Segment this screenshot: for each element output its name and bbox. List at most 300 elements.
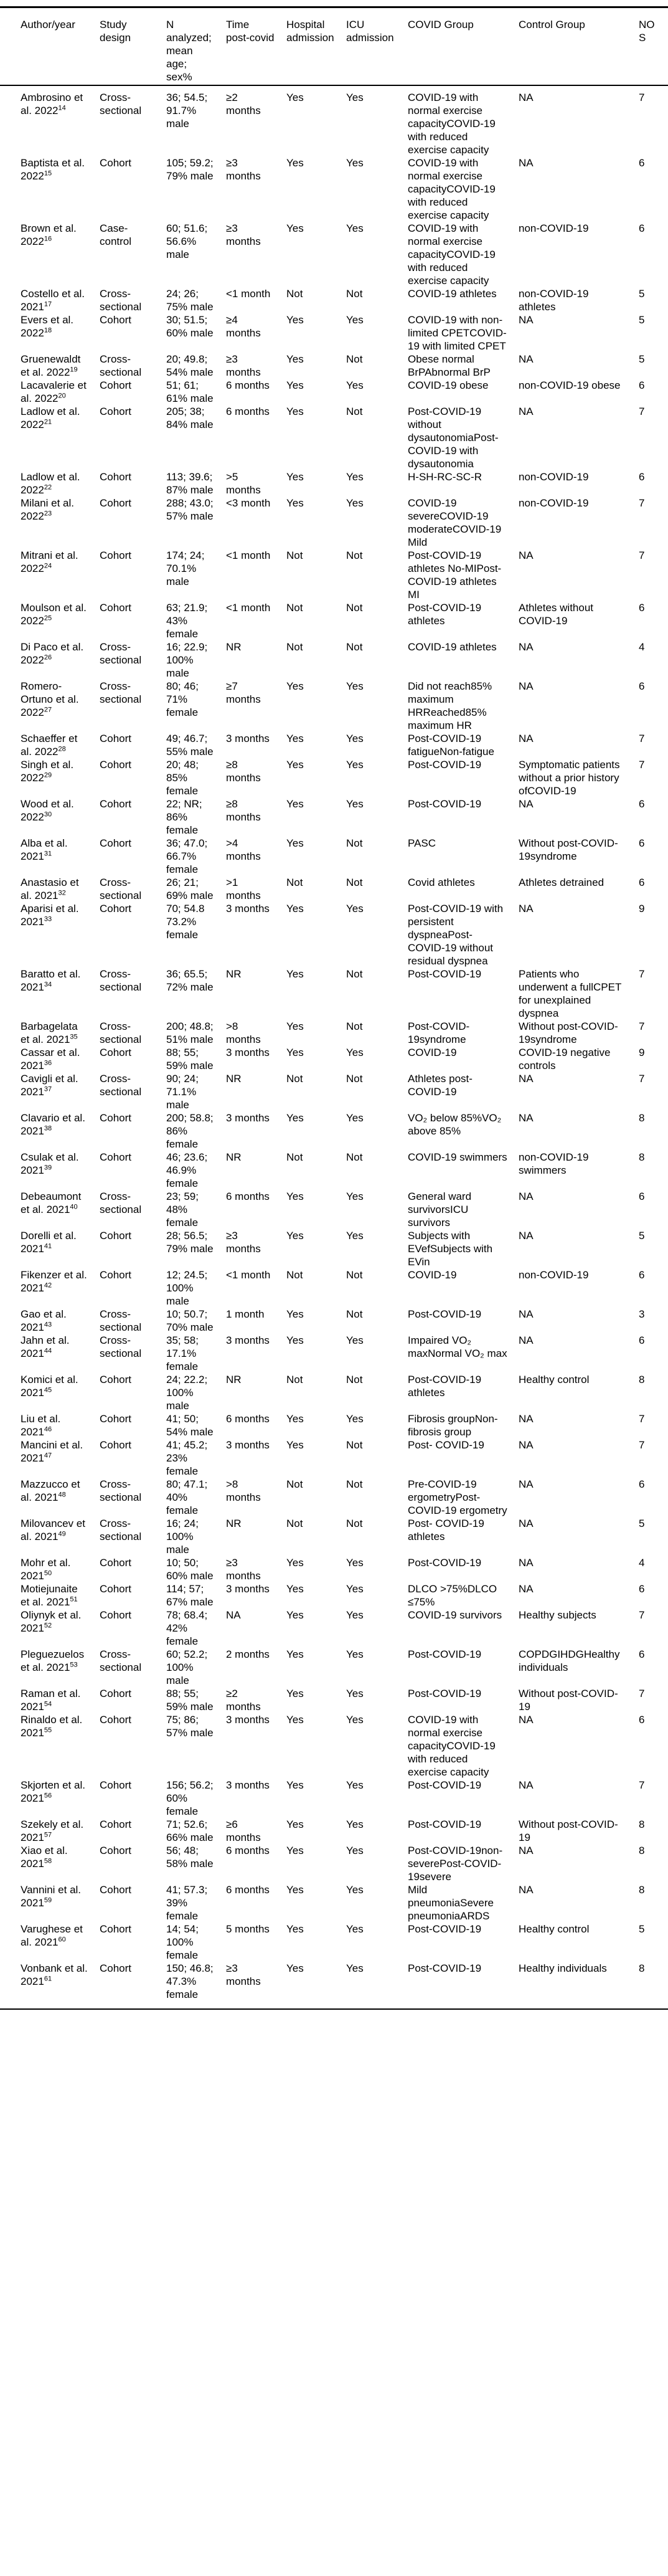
reference-superscript: 56 — [44, 1792, 52, 1800]
icu-admission-cell: Yes — [346, 680, 364, 692]
author-cell — [0, 1922, 100, 1962]
icu-admission-cell: Yes — [346, 1962, 364, 1974]
control-group-cell: NA — [519, 1230, 534, 1242]
table-row — [0, 156, 668, 222]
hospital-admission-cell: Yes — [286, 353, 304, 365]
n-age-sex-cell: 200; 58.8; 86% female — [166, 1112, 214, 1150]
time-post-covid-cell: 6 months — [226, 1191, 270, 1202]
hospital-admission-cell: Yes — [286, 1609, 304, 1621]
hospital-admission-cell: Yes — [286, 1047, 304, 1058]
study-design-cell: Cross-sectional — [100, 1073, 142, 1098]
time-post-covid-cell: 3 months — [226, 1714, 270, 1726]
icu-admission-cell: Yes — [346, 1230, 364, 1242]
table-row — [0, 732, 668, 758]
icu-admission-cell: Not — [346, 1073, 363, 1085]
time-post-covid-cell: ≥6 months — [226, 1818, 261, 1843]
reference-superscript: 59 — [44, 1896, 52, 1904]
time-post-covid-cell: 3 months — [226, 1439, 270, 1451]
reference-superscript: 46 — [44, 1425, 52, 1433]
nos-cell: 7 — [639, 733, 645, 744]
n-age-sex-cell: 23; 59; 48% female — [166, 1191, 199, 1229]
study-design-cell: Cross-sectional — [100, 1020, 142, 1045]
icu-admission-cell: Not — [346, 1020, 363, 1032]
hospital-admission-cell: Yes — [286, 1583, 304, 1595]
author-cell — [0, 1713, 100, 1779]
n-age-sex-cell: 46; 23.6; 46.9% female — [166, 1151, 208, 1189]
column-header-nos: NOS — [639, 7, 668, 86]
author-text: Vonbank et al. 2021 — [21, 1962, 88, 1987]
nos-cell: 6 — [639, 1714, 645, 1726]
covid-group-cell: H-SH-RC-SC-R — [408, 471, 482, 483]
study-design-cell: Cohort — [100, 903, 132, 915]
reference-superscript: 15 — [44, 169, 52, 178]
icu-admission-cell: Not — [346, 1518, 363, 1529]
time-post-covid-cell: <1 month — [226, 549, 271, 561]
control-group-cell: Without post-COVID-19 — [519, 1688, 618, 1713]
reference-superscript: 19 — [70, 366, 78, 374]
hospital-admission-cell: Yes — [286, 968, 304, 980]
author-cell — [0, 1648, 100, 1687]
control-group-cell: non-COVID-19 — [519, 1269, 589, 1281]
icu-admission-cell: Yes — [346, 157, 364, 169]
study-design-cell: Cross-sectional — [100, 1648, 142, 1673]
icu-admission-cell: Yes — [346, 1334, 364, 1346]
table-row — [0, 1373, 668, 1412]
reference-superscript: 21 — [44, 418, 52, 426]
control-group-cell: non-COVID-19 — [519, 471, 589, 483]
icu-admission-cell: Yes — [346, 1583, 364, 1595]
n-age-sex-cell: 63; 21.9; 43% female — [166, 602, 208, 640]
icu-admission-cell: Yes — [346, 903, 364, 915]
control-group-cell: NA — [519, 549, 534, 561]
n-age-sex-cell: 24; 22.2; 100% male — [166, 1374, 208, 1412]
hospital-admission-cell: Yes — [286, 314, 304, 326]
table-row — [0, 1687, 668, 1713]
study-design-cell: Cohort — [100, 1962, 132, 1974]
time-post-covid-cell: 5 months — [226, 1923, 270, 1935]
table-row — [0, 758, 668, 797]
control-group-cell: NA — [519, 733, 534, 744]
control-group-cell: NA — [519, 314, 534, 326]
nos-cell: 6 — [639, 877, 645, 888]
table-row — [0, 1046, 668, 1072]
reference-superscript: 45 — [44, 1386, 52, 1394]
time-post-covid-cell: ≥4 months — [226, 314, 261, 339]
study-design-cell: Cross-sectional — [100, 1308, 142, 1333]
reference-superscript: 50 — [44, 1569, 52, 1577]
icu-admission-cell: Not — [346, 877, 363, 888]
author-cell — [0, 313, 100, 353]
icu-admission-cell: Not — [346, 1151, 363, 1163]
hospital-admission-cell: Yes — [286, 733, 304, 744]
author-cell — [0, 222, 100, 287]
author-text: Rinaldo et al. 2021 — [21, 1714, 83, 1739]
n-age-sex-cell: 26; 21; 69% male — [166, 877, 214, 901]
nos-cell: 6 — [639, 680, 645, 692]
author-text: Aparisi et al. 2021 — [21, 903, 79, 928]
reference-superscript: 39 — [44, 1164, 52, 1172]
nos-cell: 6 — [639, 222, 645, 234]
time-post-covid-cell: >5 months — [226, 471, 261, 496]
table-row — [0, 1844, 668, 1883]
n-age-sex-cell: 28; 56.5; 79% male — [166, 1230, 214, 1255]
n-age-sex-cell: 12; 24.5; 100% male — [166, 1269, 208, 1307]
covid-group-cell: Covid athletes — [408, 877, 475, 888]
author-cell — [0, 1438, 100, 1478]
covid-group-cell: COVID-19 — [408, 1269, 457, 1281]
author-text: Fikenzer et al. 2021 — [21, 1269, 87, 1294]
icu-admission-cell: Yes — [346, 798, 364, 810]
n-age-sex-cell: 150; 46.8; 47.3% female — [166, 1962, 214, 2000]
nos-cell: 9 — [639, 903, 645, 915]
author-text: Barbagelata et al. 2021 — [21, 1020, 78, 1045]
covid-group-cell: COVID-19 severeCOVID-19 moderateCOVID-19 Mild — [408, 497, 502, 548]
icu-admission-cell: Not — [346, 288, 363, 300]
covid-group-cell: Impaired VO₂ maxNormal VO₂ max — [408, 1334, 507, 1359]
study-design-cell: Cohort — [100, 1923, 132, 1935]
table-row — [0, 1438, 668, 1478]
time-post-covid-cell: ≥8 months — [226, 798, 261, 823]
time-post-covid-cell: <3 month — [226, 497, 271, 509]
n-age-sex-cell: 35; 58; 17.1% female — [166, 1334, 199, 1372]
reference-superscript: 57 — [44, 1831, 52, 1839]
reference-superscript: 35 — [70, 1033, 78, 1041]
control-group-cell: NA — [519, 1191, 534, 1202]
n-age-sex-cell: 20; 49.8; 54% male — [166, 353, 214, 378]
covid-group-cell: Subjects with EVefSubjects with EVin — [408, 1230, 493, 1268]
control-group-cell: non-COVID-19 athletes — [519, 288, 589, 313]
icu-admission-cell: Yes — [346, 1191, 364, 1202]
author-text: Costello et al. 2021 — [21, 288, 85, 313]
study-design-cell: Cohort — [100, 837, 132, 849]
control-group-cell: NA — [519, 1334, 534, 1346]
control-group-cell: non-COVID-19 obese — [519, 379, 621, 391]
covid-group-cell: COVID-19 obese — [408, 379, 489, 391]
hospital-admission-cell: Yes — [286, 1923, 304, 1935]
reference-superscript: 29 — [44, 771, 52, 779]
author-text: Szekely et al. 2021 — [21, 1818, 84, 1843]
study-design-cell: Cohort — [100, 1230, 132, 1242]
time-post-covid-cell: NR — [226, 641, 242, 653]
control-group-cell: NA — [519, 641, 534, 653]
reference-superscript: 60 — [58, 1936, 66, 1944]
reference-superscript: 54 — [44, 1700, 52, 1708]
hospital-admission-cell: Yes — [286, 1845, 304, 1856]
nos-cell: 8 — [639, 1374, 645, 1385]
covid-group-cell: Post-COVID-19 with persistent dyspneaPost-COVID-19 without residual dyspnea — [408, 903, 504, 967]
author-cell — [0, 1609, 100, 1648]
author-text: Mancini et al. 2021 — [21, 1439, 83, 1464]
n-age-sex-cell: 288; 43.0; 57% male — [166, 497, 214, 522]
reference-superscript: 17 — [44, 300, 52, 308]
study-design-cell: Cross-sectional — [100, 968, 142, 993]
table-body — [0, 85, 668, 2009]
author-cell — [0, 1111, 100, 1151]
reference-superscript: 23 — [44, 510, 52, 518]
author-text: Pleguezuelos et al. 2021 — [21, 1648, 85, 1673]
hospital-admission-cell: Not — [286, 549, 303, 561]
n-age-sex-cell: 49; 46.7; 55% male — [166, 733, 214, 758]
table-row — [0, 497, 668, 549]
table-row — [0, 1962, 668, 2009]
author-text: Mitrani et al. 2022 — [21, 549, 78, 574]
author-cell — [0, 967, 100, 1020]
author-cell — [0, 1072, 100, 1111]
nos-cell: 6 — [639, 157, 645, 169]
author-cell — [0, 156, 100, 222]
control-group-cell: Without post-COVID-19syndrome — [519, 1020, 618, 1045]
covid-group-cell: Post- COVID-19 — [408, 1439, 484, 1451]
column-header-n-age-sex: N analyzed; mean age; sex% — [166, 7, 226, 86]
study-design-cell: Cohort — [100, 157, 132, 169]
table-row — [0, 797, 668, 837]
n-age-sex-cell: 70; 54.8 73.2% female — [166, 903, 205, 941]
n-age-sex-cell: 113; 39.6; 87% male — [166, 471, 214, 496]
covid-group-cell: Post-COVID-19 — [408, 1308, 482, 1320]
icu-admission-cell: Yes — [346, 1845, 364, 1856]
control-group-cell: Symptomatic patients without a prior history ofCOVID-19 — [519, 759, 620, 797]
study-design-cell: Cohort — [100, 1269, 132, 1281]
study-design-cell: Cross-sectional — [100, 1518, 142, 1542]
n-age-sex-cell: 10; 50; 60% male — [166, 1557, 214, 1582]
nos-cell: 9 — [639, 1047, 645, 1058]
author-cell — [0, 549, 100, 601]
n-age-sex-cell: 88; 55; 59% male — [166, 1047, 214, 1072]
author-text: Komici et al. 2021 — [21, 1374, 78, 1399]
control-group-cell: non-COVID-19 swimmers — [519, 1151, 589, 1176]
icu-admission-cell: Yes — [346, 92, 364, 103]
nos-cell: 6 — [639, 837, 645, 849]
table-row — [0, 1818, 668, 1844]
author-text: Liu et al. 2021 — [21, 1413, 61, 1438]
table-row — [0, 1268, 668, 1308]
author-text: Romero-Ortuno et al. 2022 — [21, 680, 79, 718]
author-text: Schaeffer et al. 2022 — [21, 733, 78, 758]
hospital-admission-cell: Yes — [286, 157, 304, 169]
author-text: Ladlow et al. 2022 — [21, 471, 80, 496]
author-cell — [0, 405, 100, 470]
author-text: Csulak et al. 2021 — [21, 1151, 79, 1176]
reference-superscript: 38 — [44, 1124, 52, 1133]
icu-admission-cell: Yes — [346, 1688, 364, 1699]
nos-cell: 5 — [639, 288, 645, 300]
covid-group-cell: Post-COVID-19 athletes — [408, 1374, 482, 1399]
hospital-admission-cell: Not — [286, 1518, 303, 1529]
hospital-admission-cell: Not — [286, 1151, 303, 1163]
covid-group-cell: Post-COVID-19 — [408, 1648, 482, 1660]
covid-group-cell: Post- COVID-19 athletes — [408, 1518, 484, 1542]
covid-group-cell: Post-COVID-19 — [408, 968, 482, 980]
control-group-cell: NA — [519, 1779, 534, 1791]
author-text: Milovancev et al. 2021 — [21, 1518, 85, 1542]
column-header-author-year: Author/year — [0, 7, 100, 86]
hospital-admission-cell: Yes — [286, 1779, 304, 1791]
hospital-admission-cell: Yes — [286, 837, 304, 849]
time-post-covid-cell: 3 months — [226, 1779, 270, 1791]
time-post-covid-cell: 3 months — [226, 733, 270, 744]
covid-group-cell: Post-COVID-19 — [408, 1688, 482, 1699]
author-cell — [0, 85, 100, 156]
study-design-cell: Cohort — [100, 1714, 132, 1726]
control-group-cell: NA — [519, 1845, 534, 1856]
reference-superscript: 36 — [44, 1059, 52, 1067]
hospital-admission-cell: Yes — [286, 1439, 304, 1451]
table-row — [0, 1779, 668, 1818]
nos-cell: 6 — [639, 1583, 645, 1595]
nos-cell: 6 — [639, 379, 645, 391]
study-design-cell: Cross-sectional — [100, 641, 142, 666]
reference-superscript: 43 — [44, 1321, 52, 1329]
hospital-admission-cell: Not — [286, 1073, 303, 1085]
author-text: Baptista et al. 2022 — [21, 157, 85, 182]
control-group-cell: Without post-COVID-19syndrome — [519, 837, 618, 862]
time-post-covid-cell: ≥3 months — [226, 1230, 261, 1255]
hospital-admission-cell: Yes — [286, 1648, 304, 1660]
table-row — [0, 902, 668, 967]
column-header-covid-group: COVID Group — [408, 7, 519, 86]
author-text: Alba et al. 2021 — [21, 837, 68, 862]
n-age-sex-cell: 16; 22.9; 100% male — [166, 641, 208, 679]
study-design-cell: Cross-sectional — [100, 1478, 142, 1503]
nos-cell: 5 — [639, 353, 645, 365]
covid-group-cell: Fibrosis groupNon-fibrosis group — [408, 1413, 498, 1438]
author-text: Wood et al. 2022 — [21, 798, 74, 823]
n-age-sex-cell: 36; 47.0; 66.7% female — [166, 837, 208, 875]
reference-superscript: 34 — [44, 981, 52, 989]
icu-admission-cell: Not — [346, 1269, 363, 1281]
hospital-admission-cell: Yes — [286, 1112, 304, 1124]
study-design-cell: Cohort — [100, 1818, 132, 1830]
reference-superscript: 40 — [70, 1203, 78, 1211]
covid-group-cell: COVID-19 athletes — [408, 288, 497, 300]
author-cell — [0, 1412, 100, 1438]
control-group-cell: Healthy control — [519, 1923, 590, 1935]
hospital-admission-cell: Yes — [286, 1688, 304, 1699]
author-text: Vannini et al. 2021 — [21, 1884, 82, 1909]
icu-admission-cell: Yes — [346, 1779, 364, 1791]
hospital-admission-cell: Yes — [286, 759, 304, 771]
hospital-admission-cell: Yes — [286, 903, 304, 915]
author-cell — [0, 601, 100, 640]
icu-admission-cell: Not — [346, 1478, 363, 1490]
covid-group-cell: COVID-19 with non-limited CPETCOVID-19 with limited CPET — [408, 314, 507, 352]
table-row — [0, 470, 668, 497]
author-cell — [0, 379, 100, 405]
author-cell — [0, 1844, 100, 1883]
author-text: Milani et al. 2022 — [21, 497, 74, 522]
control-group-cell: NA — [519, 353, 534, 365]
table-row — [0, 85, 668, 156]
reference-superscript: 53 — [70, 1661, 78, 1669]
control-group-cell: NA — [519, 1557, 534, 1569]
table-row — [0, 1478, 668, 1517]
control-group-cell: NA — [519, 798, 534, 810]
covid-group-cell: Post-COVID-19 — [408, 1962, 482, 1974]
reference-superscript: 28 — [58, 745, 66, 753]
time-post-covid-cell: NR — [226, 968, 242, 980]
n-age-sex-cell: 174; 24; 70.1% male — [166, 549, 205, 587]
table-row — [0, 640, 668, 680]
n-age-sex-cell: 60; 51.6; 56.6% male — [166, 222, 208, 260]
reference-superscript: 18 — [44, 326, 52, 335]
n-age-sex-cell: 41; 57.3; 39% female — [166, 1884, 208, 1922]
hospital-admission-cell: Not — [286, 288, 303, 300]
n-age-sex-cell: 88; 55; 59% male — [166, 1688, 214, 1713]
icu-admission-cell: Not — [346, 406, 363, 417]
nos-cell: 6 — [639, 1648, 645, 1660]
author-cell — [0, 732, 100, 758]
control-group-cell: NA — [519, 1714, 534, 1726]
hospital-admission-cell: Yes — [286, 1308, 304, 1320]
n-age-sex-cell: 20; 48; 85% female — [166, 759, 199, 797]
hospital-admission-cell: Not — [286, 602, 303, 614]
time-post-covid-cell: 3 months — [226, 1334, 270, 1346]
table-row — [0, 837, 668, 876]
control-group-cell: NA — [519, 1583, 534, 1595]
time-post-covid-cell: 6 months — [226, 379, 270, 391]
time-post-covid-cell: 6 months — [226, 1413, 270, 1425]
study-design-cell: Cohort — [100, 379, 132, 391]
hospital-admission-cell: Yes — [286, 379, 304, 391]
icu-admission-cell: Yes — [346, 1413, 364, 1425]
n-age-sex-cell: 56; 48; 58% male — [166, 1845, 214, 1870]
covid-group-cell: Post-COVID-19 — [408, 1779, 482, 1791]
table-row — [0, 549, 668, 601]
reference-superscript: 16 — [44, 235, 52, 243]
covid-group-cell: COVID-19 survivors — [408, 1609, 502, 1621]
study-design-cell: Cohort — [100, 406, 132, 417]
covid-group-cell: COVID-19 swimmers — [408, 1151, 507, 1163]
control-group-cell: Athletes detrained — [519, 877, 604, 888]
author-text: Anastasio et al. 2021 — [21, 877, 79, 901]
author-cell — [0, 1190, 100, 1229]
control-group-cell: NA — [519, 903, 534, 915]
study-design-cell: Cohort — [100, 1151, 132, 1163]
study-design-cell: Cohort — [100, 1688, 132, 1699]
control-group-cell: Healthy individuals — [519, 1962, 607, 1974]
study-design-cell: Cohort — [100, 602, 132, 614]
table-row — [0, 1308, 668, 1334]
time-post-covid-cell: ≥3 months — [226, 353, 261, 378]
nos-cell: 8 — [639, 1112, 645, 1124]
study-design-cell: Cross-sectional — [100, 288, 142, 313]
reference-superscript: 42 — [44, 1281, 52, 1290]
covid-group-cell: Post-COVID-19syndrome — [408, 1020, 470, 1045]
control-group-cell: NA — [519, 1518, 534, 1529]
reference-superscript: 20 — [58, 392, 66, 400]
time-post-covid-cell: ≥3 months — [226, 1557, 261, 1582]
author-text: Cavigli et al. 2021 — [21, 1073, 78, 1098]
study-design-cell: Cross-sectional — [100, 877, 142, 901]
author-text: Moulson et al. 2022 — [21, 602, 87, 627]
nos-cell: 8 — [639, 1151, 645, 1163]
hospital-admission-cell: Yes — [286, 1962, 304, 1974]
hospital-admission-cell: Not — [286, 1478, 303, 1490]
author-text: Jahn et al. 2021 — [21, 1334, 70, 1359]
table-row — [0, 876, 668, 902]
author-cell — [0, 1151, 100, 1190]
reference-superscript: 27 — [44, 706, 52, 714]
author-text: Dorelli et al. 2021 — [21, 1230, 77, 1255]
author-cell — [0, 902, 100, 967]
reference-superscript: 51 — [70, 1595, 78, 1604]
covid-group-cell: Post-COVID-19 — [408, 1557, 482, 1569]
study-characteristics-table — [0, 6, 668, 2010]
icu-admission-cell: Not — [346, 353, 363, 365]
icu-admission-cell: Yes — [346, 1609, 364, 1621]
nos-cell: 7 — [639, 1779, 645, 1791]
icu-admission-cell: Yes — [346, 1557, 364, 1569]
